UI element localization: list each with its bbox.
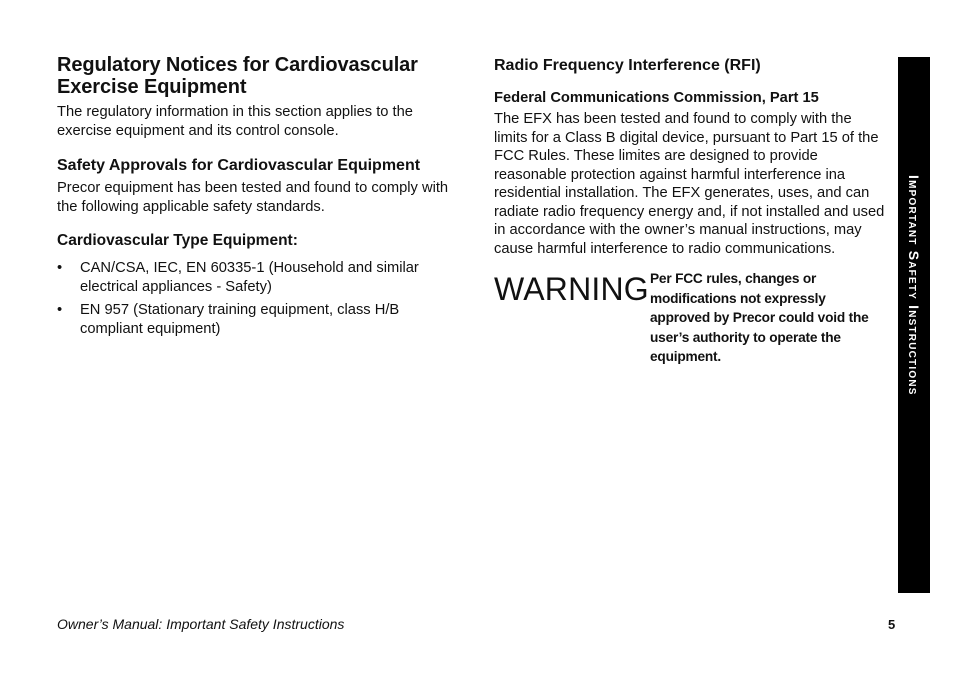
fcc-heading: Federal Communications Commission, Part 15 [494,90,819,106]
safety-approvals-heading: Safety Approvals for Cardiovascular Equipment [57,157,421,174]
right-column [494,54,886,369]
page-title: Regulatory Notices for Cardiovascular Exercise Equipment [57,54,418,98]
intro-paragraph: The regulatory information in this section applies to the exercise equipment and its control console. [57,104,413,139]
left-column [57,54,449,343]
safety-approvals-paragraph: Precor equipment has been tested and found to comply with the following applicable safety standards. [57,180,449,215]
footer-manual-title: Owner’s Manual: Important Safety Instructions [57,616,345,632]
section-side-tab [898,57,930,593]
list-item-text: CAN/CSA, IEC, EN 60335-1 (Household and similar electrical appliances - Safety) [80,260,419,295]
list-item [57,301,449,338]
page-number: 5 [888,617,896,632]
warning-text: Per FCC rules, changes or modifications not expressly approved by Precor could void the user’s authority to operate the equipment. [650,271,869,364]
list-item-text: EN 957 (Stationary training equipment, class H/B compliant equipment) [80,302,400,337]
list-item [57,259,449,296]
warning-label: WARNING [494,271,649,307]
bullet-icon: • [57,302,63,318]
side-tab-label: Important Safety Instructions [906,175,922,396]
warning-block [494,269,886,369]
cardiovascular-type-heading: Cardiovascular Type Equipment: [57,232,298,249]
standards-list [57,259,449,338]
fcc-paragraph: The EFX has been tested and found to comply with the limits for a Class B digital device, pursuant to Part 15 of the FCC Rules. These limites are designed to provide reasonable protection against harmful interference ina residential installation. The EFX generates, uses, and can radiate radio frequency energy and, if not installed and used in accordance with the owner’s manual instructions, may cause harmful interference to radio communications. [494,111,885,257]
bullet-icon: • [57,260,63,276]
rfi-heading: Radio Frequency Interference (RFI) [494,57,761,74]
